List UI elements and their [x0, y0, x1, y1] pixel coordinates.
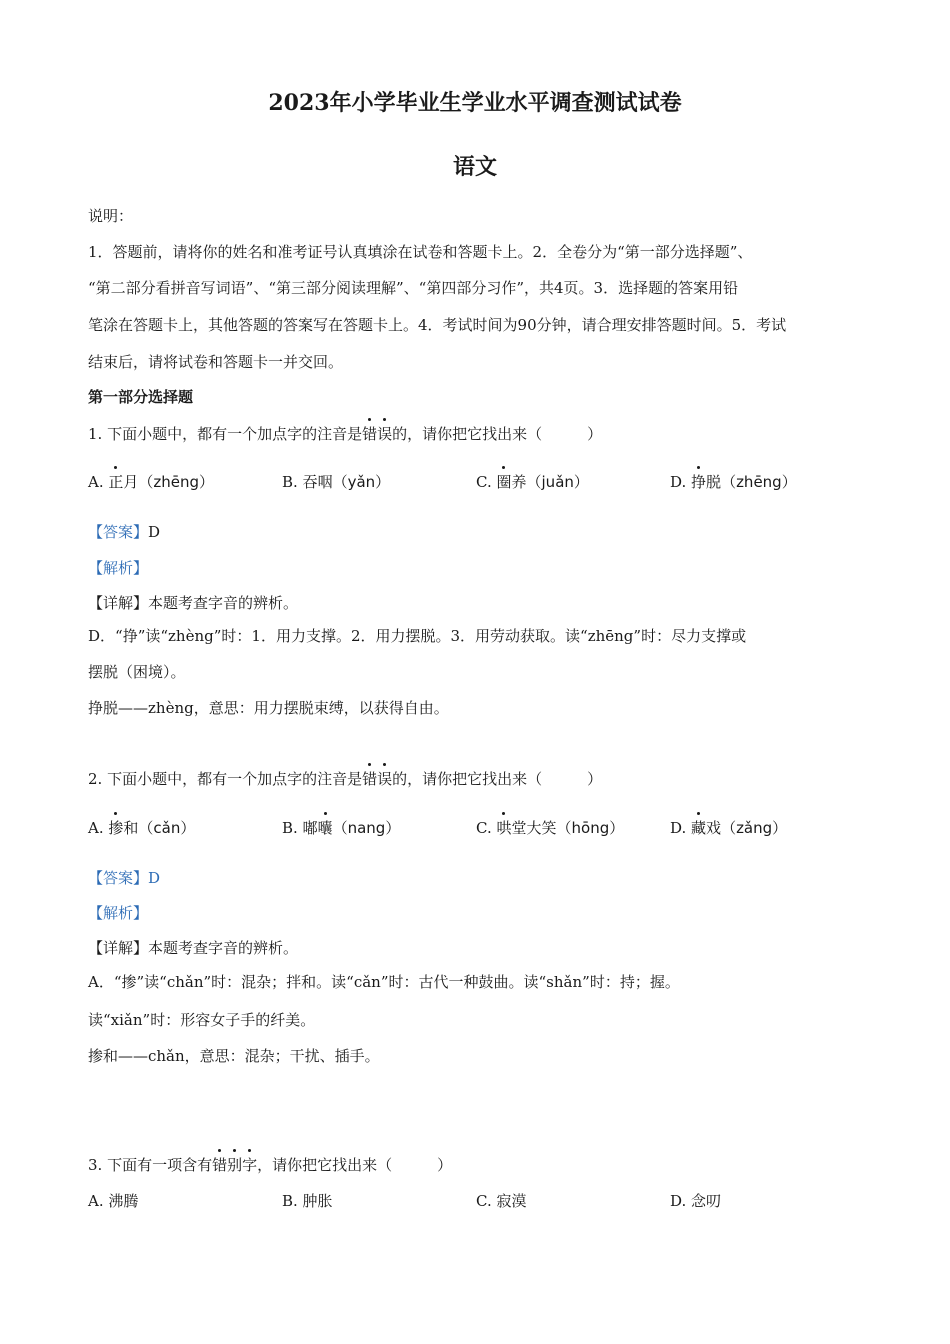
answer-line [88, 867, 160, 888]
dotted-char: 错 [212, 1156, 228, 1174]
explanation-line: A．“掺”读“chǎn”时：混杂；拌和。读“cǎn”时：古代一种鼓曲。读“shǎn”时：持；握。 [88, 973, 680, 991]
detail-label: 【详解】 [88, 939, 149, 957]
option-text: 吞咽 [302, 473, 333, 491]
dotted-char: 别 [227, 1156, 243, 1174]
explanation-line: 摆脱（困境）。 [88, 663, 186, 681]
stem-text: ，请你把它找出来（ ） [257, 1156, 453, 1174]
option-pinyin: （zhēng） [138, 473, 215, 491]
option-d [670, 471, 797, 492]
explanation-line: 读“xiǎn”时：形容女子手的纤美。 [88, 1011, 316, 1029]
question-stem [88, 1154, 452, 1175]
option-letter: C. [476, 819, 497, 837]
detail-text: 本题考查字音的辨析。 [148, 939, 299, 957]
stem-text: 的，请你把它找出来（ ） [392, 425, 603, 443]
option-letter: A. [88, 473, 109, 491]
detail-line [88, 937, 298, 958]
stem-text: 3. 下面有一项含有 [88, 1156, 213, 1174]
option-b [282, 817, 400, 838]
dotted-char: 藏 [691, 819, 707, 837]
option-c [476, 471, 589, 492]
detail-line [88, 592, 298, 613]
exam-title: 2023年小学毕业生学业水平调查测试试卷 [268, 90, 682, 116]
instructions-line: 结束后，请将试卷和答题卡一并交回。 [88, 353, 344, 371]
instructions-line: 1．答题前，请将你的姓名和准考证号认真填涂在试卷和答题卡上。2．全卷分为“第一部分选择题”、 [88, 243, 753, 261]
dotted-char: 误 [377, 425, 393, 443]
section-heading: 第一部分选择题 [88, 388, 194, 406]
instructions-label: 说明： [88, 207, 134, 225]
explanation-line: 挣脱——zhèng，意思：用力摆脱束缚，以获得自由。 [88, 699, 449, 717]
option-text: 戏 [706, 819, 722, 837]
option-text: 和 [123, 819, 139, 837]
answer-label: 【答案】 [88, 869, 149, 887]
analysis-label: 【解析】 [88, 904, 149, 922]
option-pinyin: （hōng） [556, 819, 625, 837]
dotted-char: 字 [242, 1156, 258, 1174]
stem-text: 1. 下面小题中，都有一个加点字的注音是 [88, 425, 363, 443]
option-letter: D. [670, 473, 692, 491]
dotted-char: 误 [377, 770, 393, 788]
option-a: A. 沸腾 [88, 1192, 139, 1210]
option-b: B. 肿胀 [282, 1192, 333, 1210]
option-pinyin: （yǎn） [332, 473, 391, 491]
dotted-text [362, 770, 392, 788]
analysis-label: 【解析】 [88, 559, 149, 577]
option-pinyin: （cǎn） [138, 819, 196, 837]
dotted-char: 圈 [496, 473, 512, 491]
answer-value: D [148, 523, 161, 541]
option-text: 嘟 [302, 819, 318, 837]
answer-label: 【答案】 [88, 523, 149, 541]
detail-label: 【详解】 [88, 594, 149, 612]
answer-value: D [148, 869, 161, 887]
option-c: C. 寂漠 [476, 1192, 527, 1210]
dotted-char: 掺 [108, 819, 124, 837]
dotted-char: 错 [362, 425, 378, 443]
subject-title: 语文 [452, 154, 497, 180]
instructions-line: “第二部分看拼音写词语”、“第三部分阅读理解”、“第四部分习作”，共4页。3．选择题的答案用铅 [88, 279, 739, 297]
stem-text: 的，请你把它找出来（ ） [392, 770, 603, 788]
dotted-char: 挣 [691, 473, 707, 491]
option-c [476, 817, 624, 838]
stem-text: 2. 下面小题中，都有一个加点字的注音是 [88, 770, 363, 788]
dotted-char: 哄 [496, 819, 512, 837]
dotted-text [212, 1156, 257, 1174]
option-pinyin: （zhēng） [721, 473, 797, 491]
option-pinyin: （nang） [332, 819, 401, 837]
dotted-char: 囔 [317, 819, 333, 837]
question-stem [88, 768, 602, 789]
option-letter: C. [476, 473, 497, 491]
option-d: D. 念叨 [670, 1192, 722, 1210]
option-a [88, 817, 195, 838]
option-b [282, 471, 390, 492]
option-pinyin: （juǎn） [526, 473, 589, 491]
explanation-line: 掺和——chǎn，意思：混杂；干扰、插手。 [88, 1047, 380, 1065]
dotted-text [362, 425, 392, 443]
option-letter: A. [88, 819, 109, 837]
answer-line [88, 521, 160, 542]
option-text: 养 [511, 473, 527, 491]
option-text: 脱 [706, 473, 722, 491]
option-pinyin: （zǎng） [721, 819, 788, 837]
instructions-line: 笔涂在答题卡上，其他答题的答案写在答题卡上。4．考试时间为90分钟，请合理安排答题时间。5．考试 [88, 316, 787, 334]
explanation-line: D．“挣”读“zhèng”时：1．用力支撑。2．用力摆脱。3．用劳动获取。读“zhēng”时：尽力支撑或 [88, 627, 747, 645]
option-letter: D. [670, 819, 692, 837]
detail-text: 本题考查字音的辨析。 [148, 594, 299, 612]
option-letter: B. [282, 473, 303, 491]
option-d [670, 817, 787, 838]
option-letter: B. [282, 819, 303, 837]
dotted-char: 正 [108, 473, 124, 491]
option-a [88, 471, 214, 492]
option-text: 堂大笑 [511, 819, 557, 837]
option-text: 月 [123, 473, 139, 491]
question-stem [88, 423, 602, 444]
dotted-char: 错 [362, 770, 378, 788]
